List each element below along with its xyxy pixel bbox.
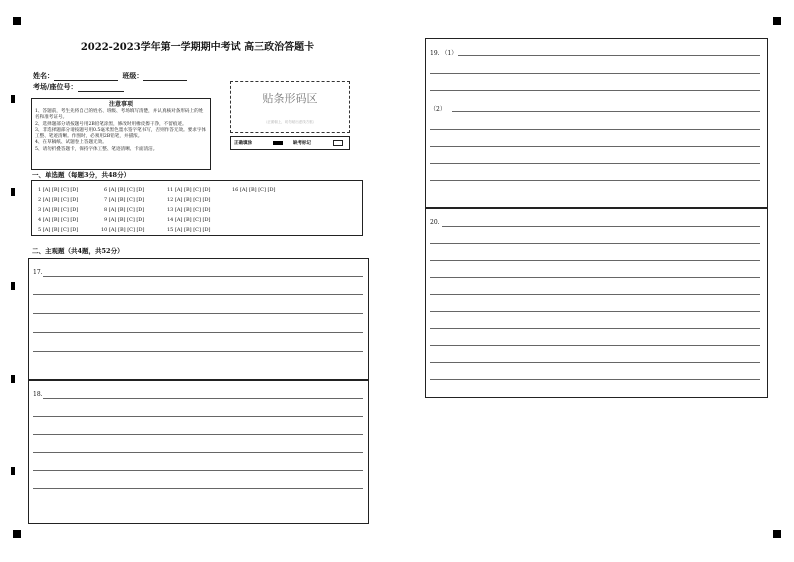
answer-line (33, 416, 363, 417)
side-mark (11, 467, 15, 475)
mc-item-3[interactable]: 3 [A] [B] [C] [D] (38, 207, 79, 213)
absent-checkbox[interactable] (333, 140, 343, 146)
registration-mark (13, 530, 21, 538)
answer-line (430, 90, 760, 91)
answer-box-19[interactable] (425, 38, 768, 208)
answer-line (430, 379, 760, 380)
answer-line (430, 260, 760, 261)
registration-mark (773, 530, 781, 538)
class-field[interactable] (143, 72, 187, 81)
answer-line (33, 294, 363, 295)
answer-box-18[interactable] (28, 380, 369, 524)
answer-line (458, 55, 760, 56)
class-label: 班级： (122, 71, 144, 80)
mc-item-13[interactable]: 13 [A] [B] [C] [D] (167, 207, 211, 213)
mc-item-14[interactable]: 14 [A] [B] [C] [D] (167, 217, 211, 223)
page-title: 2022-2023学年第一学期期中考试 高三政治答题卡 (80, 42, 315, 53)
answer-line (33, 313, 363, 314)
name-label: 姓名： (33, 71, 54, 80)
barcode-label: 贴条形码区 (262, 92, 318, 105)
answer-line (33, 434, 363, 435)
question-19-1-label: 19. （1） (430, 50, 458, 57)
side-mark (11, 95, 15, 103)
answer-line (430, 180, 760, 181)
answer-line (430, 163, 760, 164)
answer-line (430, 311, 760, 312)
answer-box-20[interactable] (425, 208, 768, 398)
multiple-choice-box (31, 180, 363, 236)
mc-item-12[interactable]: 12 [A] [B] [C] [D] (167, 197, 211, 203)
answer-line (430, 73, 760, 74)
answer-line (430, 243, 760, 244)
mc-item-7[interactable]: 7 [A] [B] [C] [D] (104, 197, 145, 203)
answer-line (33, 351, 363, 352)
name-field[interactable] (54, 72, 118, 81)
answer-line (430, 277, 760, 278)
mc-item-2[interactable]: 2 [A] [B] [C] [D] (38, 197, 79, 203)
mc-item-4[interactable]: 4 [A] [B] [C] [D] (38, 217, 79, 223)
answer-line (430, 146, 760, 147)
notice-item: 5、请勿折叠答题卡，保持字体工整、笔迹清晰、卡面清洁。 (35, 146, 158, 152)
section-2-title: 二、主观题（共4题，共52分） (32, 247, 124, 255)
mc-item-6[interactable]: 6 [A] [B] [C] [D] (104, 187, 145, 193)
registration-mark (773, 17, 781, 25)
answer-line (33, 332, 363, 333)
notice-title: 注意事项 (108, 101, 133, 108)
question-17-label: 17. (33, 269, 43, 276)
question-20-label: 20. (430, 219, 440, 226)
mc-item-10[interactable]: 10 [A] [B] [C] [D] (101, 227, 145, 233)
answer-line (43, 276, 363, 277)
registration-mark (13, 17, 21, 25)
room-row (33, 82, 124, 92)
answer-line (430, 129, 760, 130)
filled-bubble-icon (273, 141, 283, 145)
side-mark (11, 188, 15, 196)
correct-fill-label: 正确填涂 (234, 141, 252, 146)
room-field[interactable] (78, 83, 124, 92)
mc-item-1[interactable]: 1 [A] [B] [C] [D] (38, 187, 79, 193)
side-mark (11, 282, 15, 290)
mc-item-8[interactable]: 8 [A] [B] [C] [D] (104, 207, 145, 213)
answer-line (430, 362, 760, 363)
side-mark (11, 375, 15, 383)
answer-line (430, 328, 760, 329)
mc-item-15[interactable]: 15 [A] [B] [C] [D] (167, 227, 211, 233)
room-label: 考场/座位号： (33, 82, 78, 91)
question-19-2-label: （2） (430, 106, 446, 113)
answer-line (43, 398, 363, 399)
barcode-hint: （正面朝上，切勿贴出虚线方框） (263, 120, 317, 124)
notice-item: 2、选择题部分请按题号用2B铅笔涂黑，修改时用橡皮擦干净，不留痕迹。 (35, 121, 187, 127)
absent-mark-label: 缺考标记 (293, 141, 311, 146)
mc-item-9[interactable]: 9 [A] [B] [C] [D] (104, 217, 145, 223)
answer-line (442, 226, 760, 227)
section-1-title: 一、单选题（每题3分，共48分） (32, 171, 131, 179)
notice-item: 1、答题前，考生先将自己的姓名、班级、考场填写清楚，并认真核对条形码上的姓名和准考证号。 (35, 109, 204, 121)
answer-line (33, 488, 363, 489)
answer-box-17[interactable] (28, 258, 369, 380)
answer-line (430, 294, 760, 295)
answer-line (430, 345, 760, 346)
notice-item: 3、非选择题部分请按题号用0.5毫米黑色墨水签字笔书写，否则作答无效。要求字体工整、笔迹清晰。作图时，必须用2B铅笔，并描浓。 (35, 127, 207, 140)
answer-line (452, 111, 760, 112)
mc-item-16[interactable]: 16 [A] [B] [C] [D] (232, 187, 276, 193)
barcode-area (230, 81, 350, 133)
name-row (33, 71, 187, 81)
notice-box (31, 98, 211, 170)
notice-item: 4、在草稿纸、试题卷上答题无效。 (35, 140, 107, 146)
mc-item-11[interactable]: 11 [A] [B] [C] [D] (167, 187, 211, 193)
mc-item-5[interactable]: 5 [A] [B] [C] [D] (38, 227, 79, 233)
answer-line (33, 452, 363, 453)
answer-line (33, 470, 363, 471)
question-18-label: 18. (33, 391, 43, 398)
fill-example-box (230, 136, 350, 150)
